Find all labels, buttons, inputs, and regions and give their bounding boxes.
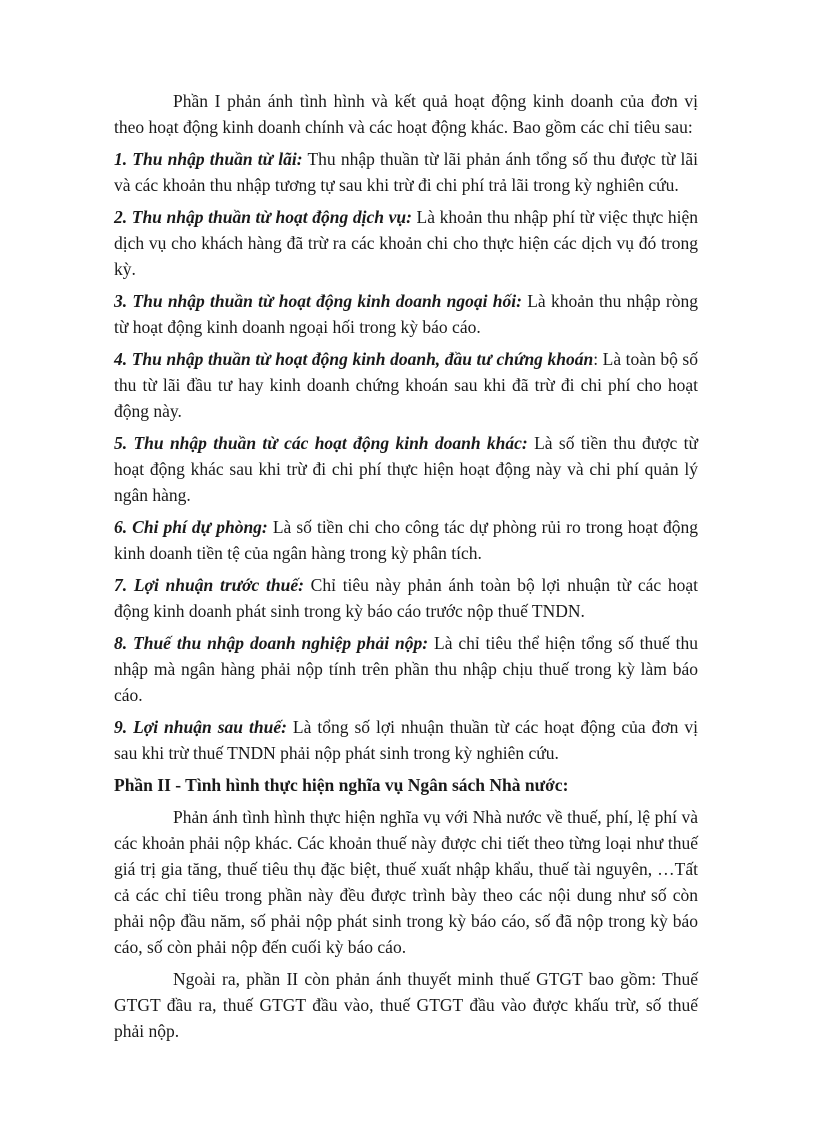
- item-2-term: 2. Thu nhập thuần từ hoạt động dịch vụ:: [114, 207, 412, 227]
- item-4-term: 4. Thu nhập thuần từ hoạt động kinh doanh, đầu tư chứng khoán: [114, 349, 594, 369]
- intro-paragraph: Phần I phản ánh tình hình và kết quả hoạt động kinh doanh của đơn vị theo hoạt động kinh doanh chính và các hoạt động khác. Bao gồm các chỉ tiêu sau:: [114, 91, 698, 137]
- item-5-term: 5. Thu nhập thuần từ các hoạt động kinh doanh khác:: [114, 433, 528, 453]
- document-page: [114, 88, 698, 1044]
- item-5-text: Là số tiền thu được từ hoạt động khác sau khi trừ đi chi phí thực hiện hoạt động này và chi phí quản lý ngân hàng.: [114, 433, 698, 505]
- item-2-text: Là khoản thu nhập phí từ việc thực hiện dịch vụ cho khách hàng đã trừ ra các khoản chi cho thực hiện các dịch vụ đó trong kỳ.: [114, 207, 698, 279]
- item-6-text: Là số tiền chi cho công tác dự phòng rủi ro trong hoạt động kinh doanh tiền tệ của ngân hàng trong kỳ phân tích.: [114, 517, 698, 563]
- item-9-text: Là tổng số lợi nhuận thuần từ các hoạt động của đơn vị sau khi trừ thuế TNDN phải nộp phát sinh trong kỳ nghiên cứu.: [114, 717, 699, 763]
- item-6-term: 6. Chi phí dự phòng:: [114, 517, 268, 537]
- item-1-text: Thu nhập thuần từ lãi phản ánh tổng số thu được từ lãi và các khoản thu nhập tương tự sau khi trừ đi chi phí trả lãi trong kỳ nghiên cứu.: [114, 149, 698, 195]
- item-6: [114, 514, 698, 566]
- item-1-term: 1. Thu nhập thuần từ lãi:: [114, 149, 303, 169]
- part2-paragraph-2: Ngoài ra, phần II còn phản ánh thuyết minh thuế GTGT bao gồm: Thuế GTGT đầu ra, thuế GTGT đầu vào, thuế GTGT đầu vào được khấu trừ, số thuế phải nộp.: [114, 969, 698, 1041]
- item-1: [114, 146, 698, 198]
- item-3-term: 3. Thu nhập thuần từ hoạt động kinh doanh ngoại hối:: [114, 291, 522, 311]
- item-4-text: : Là toàn bộ số thu từ lãi đầu tư hay kinh doanh chứng khoán sau khi đã trừ đi chi phí cho hoạt động này.: [114, 349, 698, 421]
- item-7-text: Chỉ tiêu này phản ánh toàn bộ lợi nhuận từ các hoạt động kinh doanh phát sinh trong kỳ báo cáo trước nộp thuế TNDN.: [114, 575, 698, 621]
- item-9: [114, 714, 698, 766]
- part2-paragraph-1: Phản ánh tình hình thực hiện nghĩa vụ với Nhà nước về thuế, phí, lệ phí và các khoản phải nộp khác. Các khoản thuế này được chi tiết theo từng loại như thuế giá trị gia tăng, thuế tiêu thụ đặc biệt, thuế xuất nhập khẩu, thuế tài nguyên, …Tất cả các chỉ tiêu trong phần này đều được trình bày theo các nội dung như số còn phải nộp đầu năm, số phải nộp phát sinh trong kỳ báo cáo, số đã nộp trong kỳ báo cáo, số còn phải nộp đến cuối kỳ báo cáo.: [114, 807, 698, 957]
- item-7-term: 7. Lợi nhuận trước thuế:: [114, 575, 304, 595]
- item-9-term: 9. Lợi nhuận sau thuế:: [114, 717, 287, 737]
- item-8-text: Là chỉ tiêu thể hiện tổng số thuế thu nhập mà ngân hàng phải nộp tính trên phần thu nhập chịu thuế trong kỳ làm báo cáo.: [114, 633, 698, 705]
- item-2: [114, 204, 698, 282]
- item-3: [114, 288, 698, 340]
- item-8: [114, 630, 698, 708]
- item-3-text: Là khoản thu nhập ròng từ hoạt động kinh doanh ngoại hối trong kỳ báo cáo.: [114, 291, 698, 337]
- item-8-term: 8. Thuế thu nhập doanh nghiệp phải nộp:: [114, 633, 429, 653]
- item-4: [114, 346, 698, 424]
- part2-heading: Phần II - Tình hình thực hiện nghĩa vụ Ngân sách Nhà nước:: [114, 775, 569, 795]
- item-7: [114, 572, 698, 624]
- item-5: [114, 430, 698, 508]
